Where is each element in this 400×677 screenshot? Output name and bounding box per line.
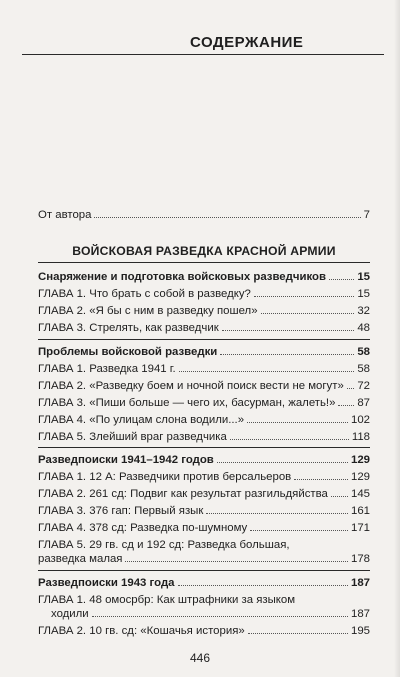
toc-chapter bbox=[38, 396, 370, 410]
toc-label: ГЛАВА 2. 261 сд: Подвиг как результат разгильдяйства bbox=[38, 488, 328, 500]
leader-dots bbox=[230, 430, 349, 440]
leader-dots bbox=[294, 470, 348, 480]
toc-page: 58 bbox=[357, 363, 370, 375]
toc-page: 195 bbox=[350, 625, 370, 637]
leader-dots bbox=[331, 487, 348, 497]
toc-page: 7 bbox=[363, 209, 370, 221]
toc-chapter bbox=[38, 304, 370, 318]
section-divider bbox=[38, 262, 370, 263]
toc-page: 102 bbox=[350, 414, 370, 426]
toc-chapter bbox=[38, 504, 370, 518]
leader-dots bbox=[222, 321, 355, 331]
section-divider bbox=[38, 570, 370, 571]
toc-label: ГЛАВА 1. Разведка 1941 г. bbox=[38, 363, 176, 375]
toc-label: ГЛАВА 3. 376 гап: Первый язык bbox=[38, 505, 204, 517]
page-title: СОДЕРЖАНИЕ bbox=[190, 34, 304, 51]
leader-dots bbox=[217, 453, 348, 463]
toc-page: 145 bbox=[350, 488, 370, 500]
toc-chapter bbox=[38, 487, 370, 501]
leader-dots bbox=[179, 362, 355, 372]
toc-label: ГЛАВА 5. Злейший враг разведчика bbox=[38, 431, 227, 443]
toc-chapter bbox=[38, 362, 370, 376]
toc-chapter bbox=[38, 321, 370, 335]
toc-page: 129 bbox=[350, 471, 370, 483]
toc-chapter bbox=[38, 470, 370, 484]
toc-label: ГЛАВА 1. 12 А: Разведчики против берсальеров bbox=[38, 471, 292, 483]
toc-chapter bbox=[38, 413, 370, 427]
toc-label: ГЛАВА 2. «Разведку боем и ночной поиск вести не могут» bbox=[38, 380, 344, 392]
toc-label: ГЛАВА 3. Стрелять, как разведчик bbox=[38, 322, 219, 334]
toc-entry-author bbox=[38, 208, 370, 222]
toc-label: ГЛАВА 4. 378 сд: Разведка по-шумному bbox=[38, 522, 248, 534]
toc-page: 161 bbox=[350, 505, 370, 517]
toc-section bbox=[38, 270, 370, 284]
toc-chapter bbox=[38, 379, 370, 393]
toc-label: Проблемы войсковой разведки bbox=[38, 346, 218, 358]
leader-dots bbox=[329, 270, 354, 280]
section-divider bbox=[38, 339, 370, 340]
toc-page: 87 bbox=[357, 397, 370, 409]
toc-page: 187 bbox=[350, 577, 370, 589]
leader-dots bbox=[178, 576, 348, 586]
toc-label: ГЛАВА 4. «По улицам слона водили...» bbox=[38, 414, 245, 426]
leader-dots bbox=[94, 208, 360, 218]
toc-label: Снаряжение и подготовка войсковых разведчиков bbox=[38, 271, 327, 283]
toc-page: 118 bbox=[351, 431, 370, 443]
leader-dots bbox=[247, 413, 348, 423]
toc-page: 187 bbox=[350, 608, 370, 620]
toc-section bbox=[38, 576, 370, 590]
toc-page: 171 bbox=[350, 522, 370, 534]
toc-label: От автора bbox=[38, 209, 92, 221]
leader-dots bbox=[254, 287, 354, 297]
part-title: ВОЙСКОВАЯ РАЗВЕДКА КРАСНОЙ АРМИИ bbox=[72, 244, 336, 258]
leader-dots bbox=[206, 504, 348, 514]
toc-label: Разведпоиски 1941–1942 годов bbox=[38, 454, 214, 466]
toc-label: разведка малая bbox=[38, 553, 123, 565]
toc-chapter bbox=[38, 607, 370, 621]
toc-label: ГЛАВА 2. 10 гв. сд: «Кошачья история» bbox=[38, 625, 245, 637]
toc-page: 178 bbox=[350, 553, 370, 565]
toc-chapter bbox=[38, 430, 370, 444]
toc-label: ГЛАВА 2. «Я бы с ним в разведку пошел» bbox=[38, 305, 258, 317]
toc-page: 15 bbox=[357, 288, 370, 300]
toc-section bbox=[38, 453, 370, 467]
toc-label: ГЛАВА 3. «Пиши больше — чего их, басурман, жалеть!» bbox=[38, 397, 336, 409]
leader-dots bbox=[125, 552, 348, 562]
leader-dots bbox=[347, 379, 355, 389]
page-edge-shadow bbox=[394, 0, 400, 677]
leader-dots bbox=[250, 521, 348, 531]
toc-chapter bbox=[38, 552, 370, 566]
toc-page: 32 bbox=[357, 305, 370, 317]
toc-section bbox=[38, 345, 370, 359]
toc-page: 58 bbox=[357, 346, 370, 358]
leader-dots bbox=[220, 345, 354, 355]
toc-page: 129 bbox=[350, 454, 370, 466]
page-number: 446 bbox=[189, 651, 211, 665]
toc-page: 72 bbox=[357, 380, 370, 392]
toc-chapter bbox=[38, 287, 370, 301]
leader-dots bbox=[338, 396, 354, 406]
toc-chapter bbox=[38, 521, 370, 535]
toc-label: ГЛАВА 1. Что брать с собой в разведку? bbox=[38, 288, 251, 300]
toc-chapter-line1: ГЛАВА 1. 48 омосрбр: Как штрафники за языком bbox=[38, 594, 296, 606]
toc-label: Разведпоиски 1943 года bbox=[38, 577, 175, 589]
leader-dots bbox=[261, 304, 355, 314]
leader-dots bbox=[92, 607, 348, 617]
toc-chapter bbox=[38, 624, 370, 638]
toc-label: ходили bbox=[51, 608, 89, 620]
leader-dots bbox=[248, 624, 348, 634]
header-rule bbox=[22, 54, 384, 55]
toc-chapter-line1: ГЛАВА 5. 29 гв. сд и 192 сд: Разведка большая, bbox=[38, 539, 290, 551]
toc-page: 15 bbox=[357, 271, 370, 283]
toc-page: 48 bbox=[357, 322, 370, 334]
section-divider bbox=[38, 447, 370, 448]
